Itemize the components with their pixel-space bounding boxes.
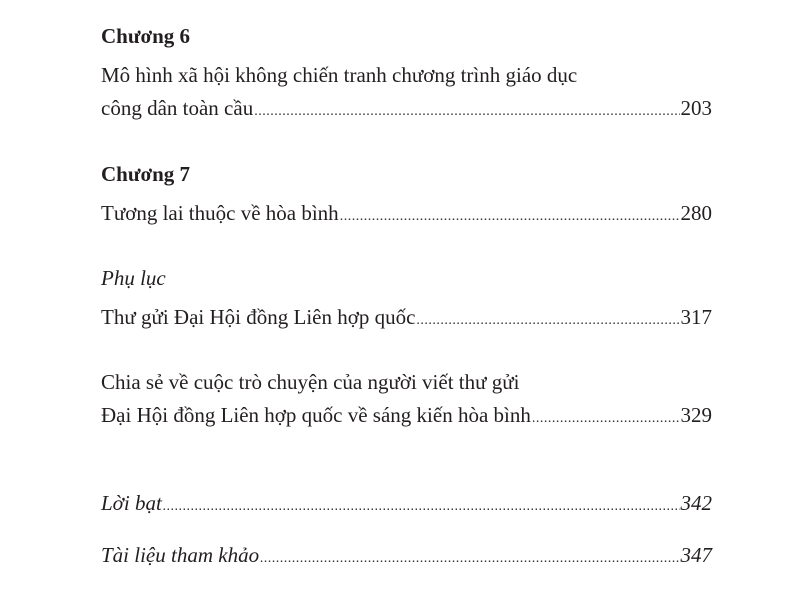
chapter-6-heading: Chương 6 — [101, 24, 191, 48]
dot-leader — [254, 99, 679, 125]
appendix-entry-2-title-line-2: Đại Hội đồng Liên hợp quốc về sáng kiến hòa bình — [101, 403, 531, 427]
chapter-7-page-number: 280 — [680, 201, 712, 225]
appendix-heading: Phụ lục — [101, 266, 166, 290]
chapter-7-title: Tương lai thuộc về hòa bình — [101, 201, 339, 225]
references-page-number: 347 — [680, 543, 712, 567]
dot-leader — [416, 308, 679, 334]
appendix-entry-1-page-number: 317 — [680, 305, 712, 329]
afterword-page-number: 342 — [680, 491, 712, 515]
chapter-6-page-number: 203 — [680, 96, 712, 120]
chapter-6-title-line-1: Mô hình xã hội không chiến tranh chương trình giáo dục — [101, 63, 578, 87]
dot-leader — [340, 204, 680, 230]
appendix-entry-1[interactable] — [101, 304, 712, 334]
afterword-entry[interactable] — [101, 490, 712, 520]
afterword-title: Lời bạt — [101, 491, 162, 515]
appendix-entry-2-title-line-1: Chia sẻ về cuộc trò chuyện của người viết thư gửi — [101, 370, 520, 394]
chapter-7-heading: Chương 7 — [101, 162, 191, 186]
appendix-entry-2[interactable] — [101, 402, 712, 432]
dot-leader — [532, 406, 680, 432]
dot-leader — [260, 546, 679, 572]
chapter-6-entry[interactable] — [101, 95, 712, 125]
appendix-entry-2-page-number: 329 — [680, 403, 712, 427]
references-entry[interactable] — [101, 542, 712, 572]
chapter-6-title-line-2: công dân toàn cầu — [101, 96, 254, 120]
references-title: Tài liệu tham khảo — [101, 543, 260, 567]
appendix-entry-1-title: Thư gửi Đại Hội đồng Liên hợp quốc — [101, 305, 416, 329]
chapter-7-entry[interactable] — [101, 200, 712, 230]
dot-leader — [163, 494, 680, 520]
